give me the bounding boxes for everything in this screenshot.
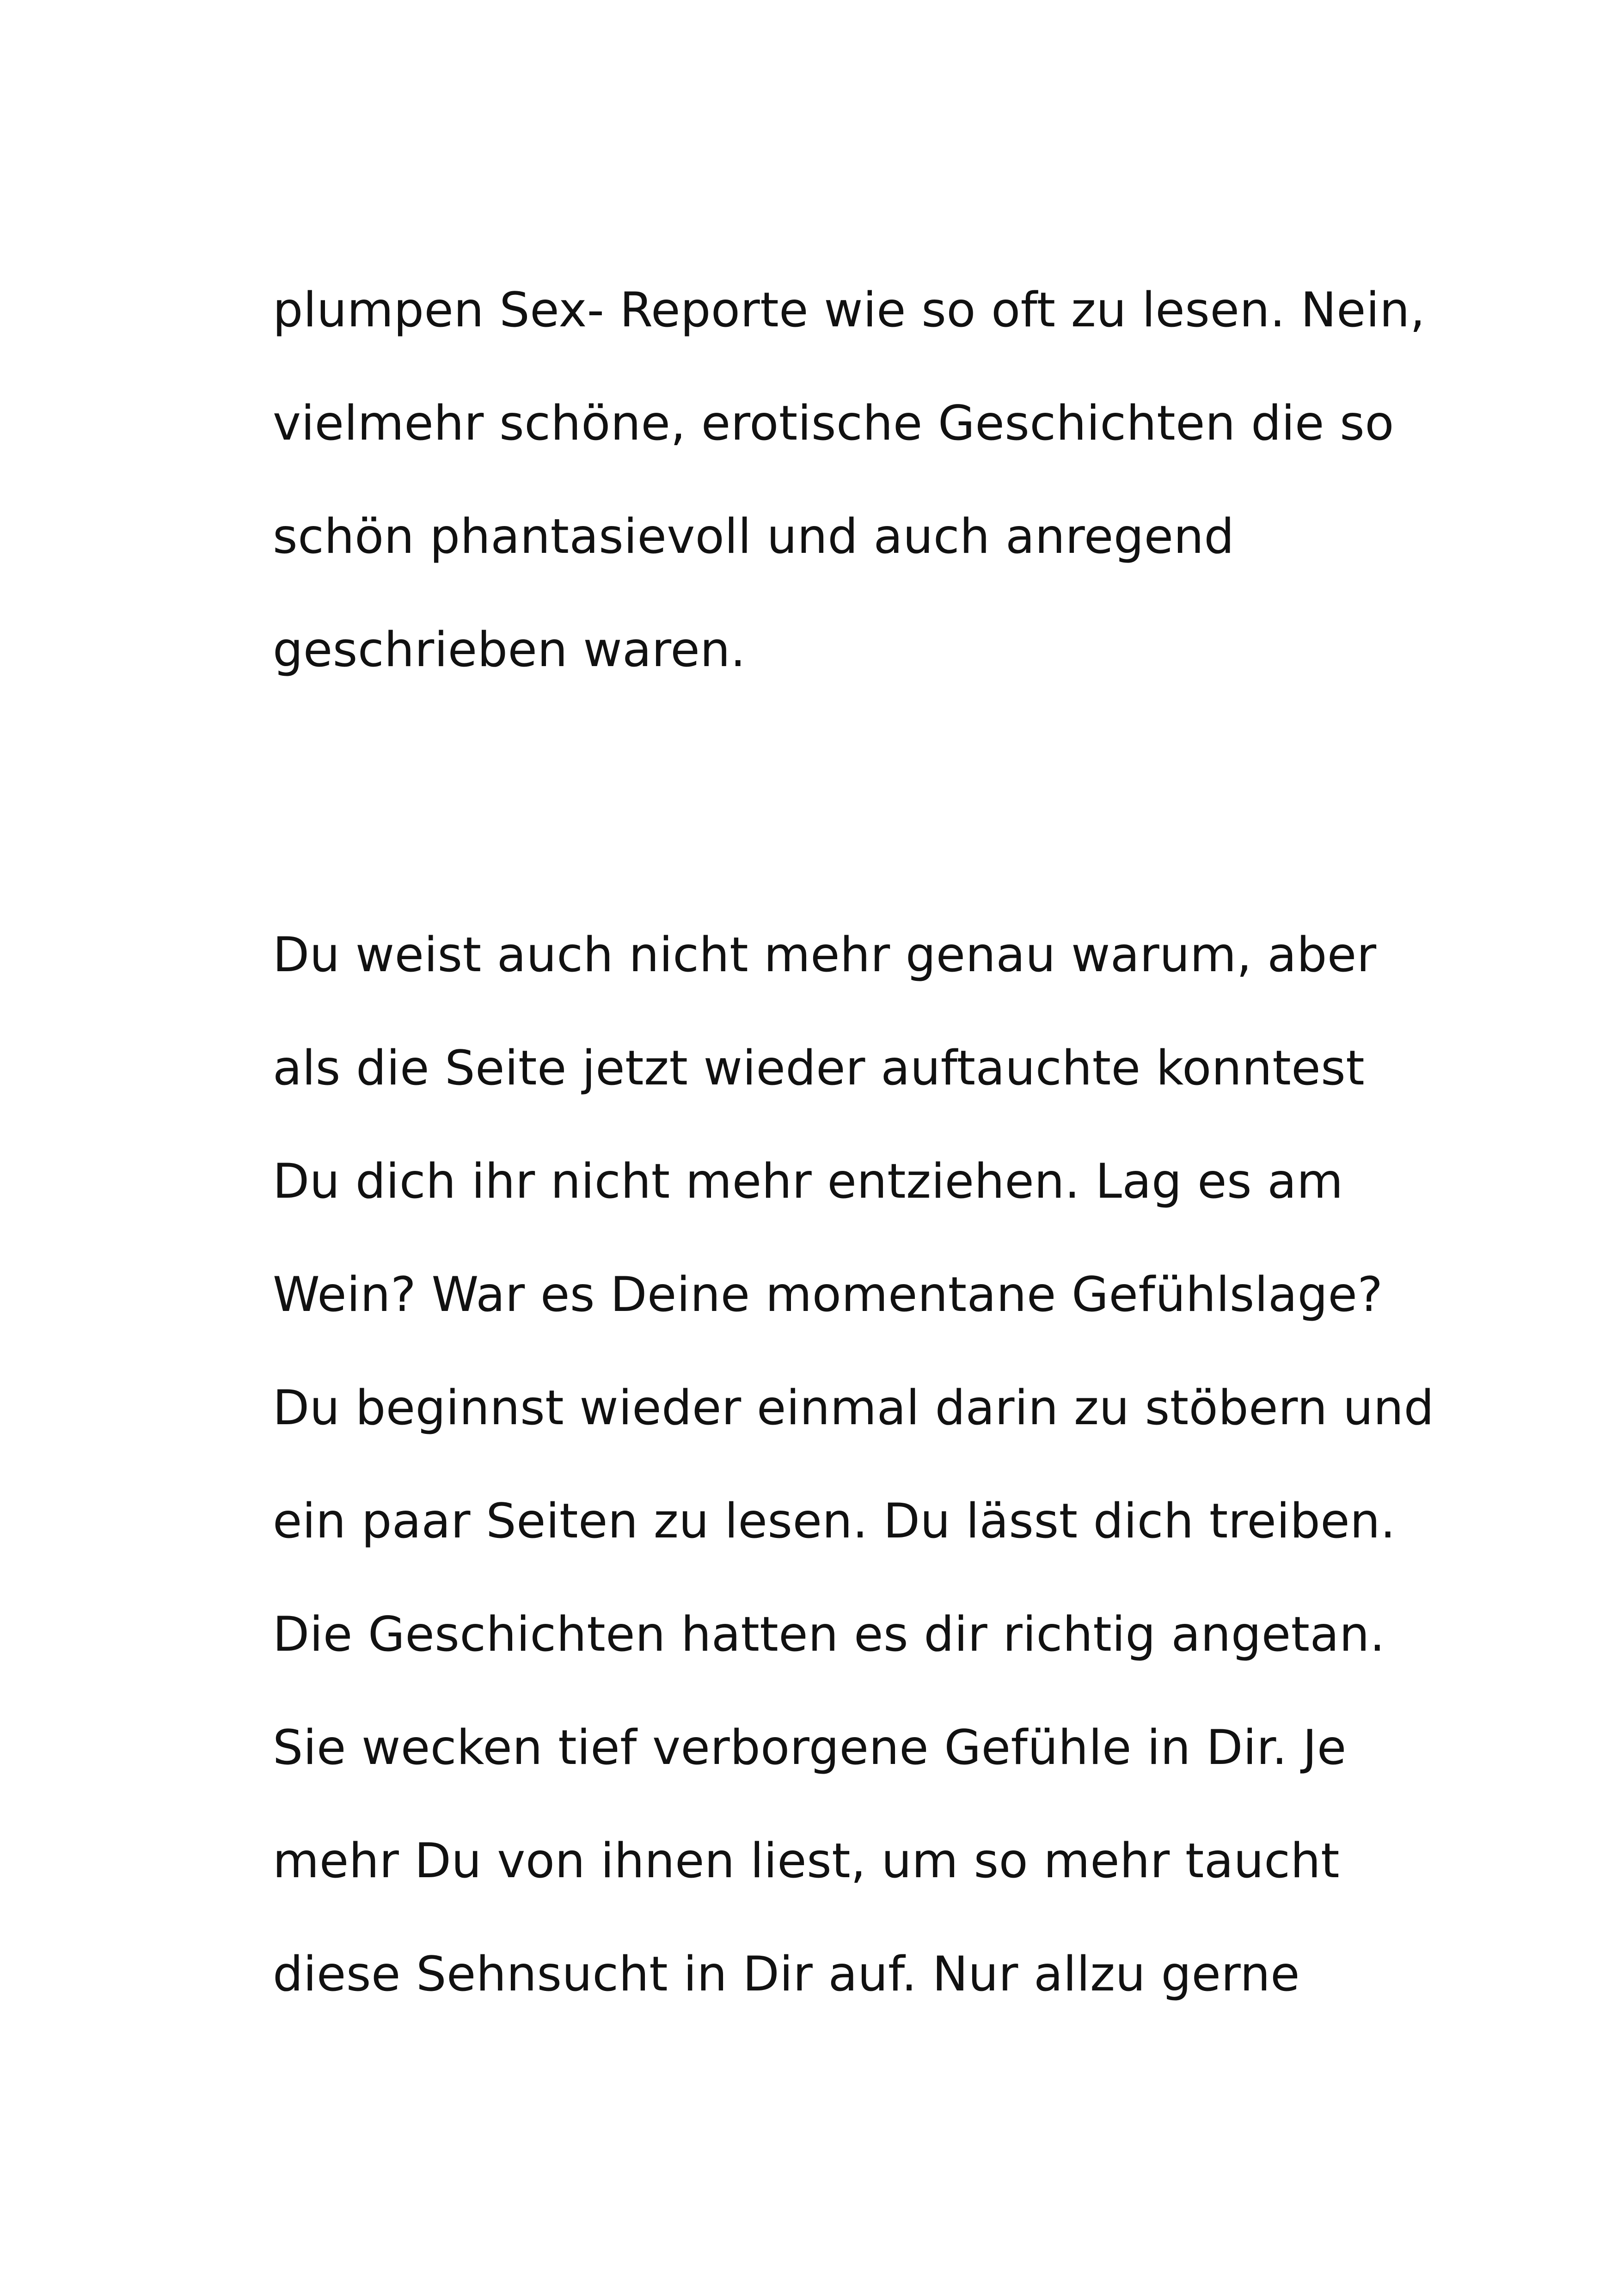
text-line: als die Seite jetzt wieder auftauchte konntest [273,1041,1365,1096]
text-line: Sie wecken tief verborgene Gefühle in Dir. Je [273,1720,1347,1776]
text-line: plumpen Sex- Reporte wie so oft zu lesen. Nein, [273,282,1426,338]
text-line: Du beginnst wieder einmal darin zu stöbern und [273,1380,1434,1436]
text-line: vielmehr schöne, erotische Geschichten die so [273,396,1394,451]
text-line: geschrieben waren. [273,622,746,678]
text-line: Wein? War es Deine momentane Gefühlslage? [273,1267,1383,1322]
text-line: Du dich ihr nicht mehr entziehen. Lag es am [273,1154,1343,1209]
text-line: Du weist auch nicht mehr genau warum, aber [273,927,1377,983]
text-line: schön phantasievoll und auch anregend [273,509,1235,564]
text-line: diese Sehnsucht in Dir auf. Nur allzu gerne [273,1947,1300,2002]
text-line: ein paar Seiten zu lesen. Du lässt dich treiben. [273,1494,1396,1549]
text-line: mehr Du von ihnen liest, um so mehr taucht [273,1833,1340,1889]
text-line: Die Geschichten hatten es dir richtig angetan. [273,1607,1385,1662]
